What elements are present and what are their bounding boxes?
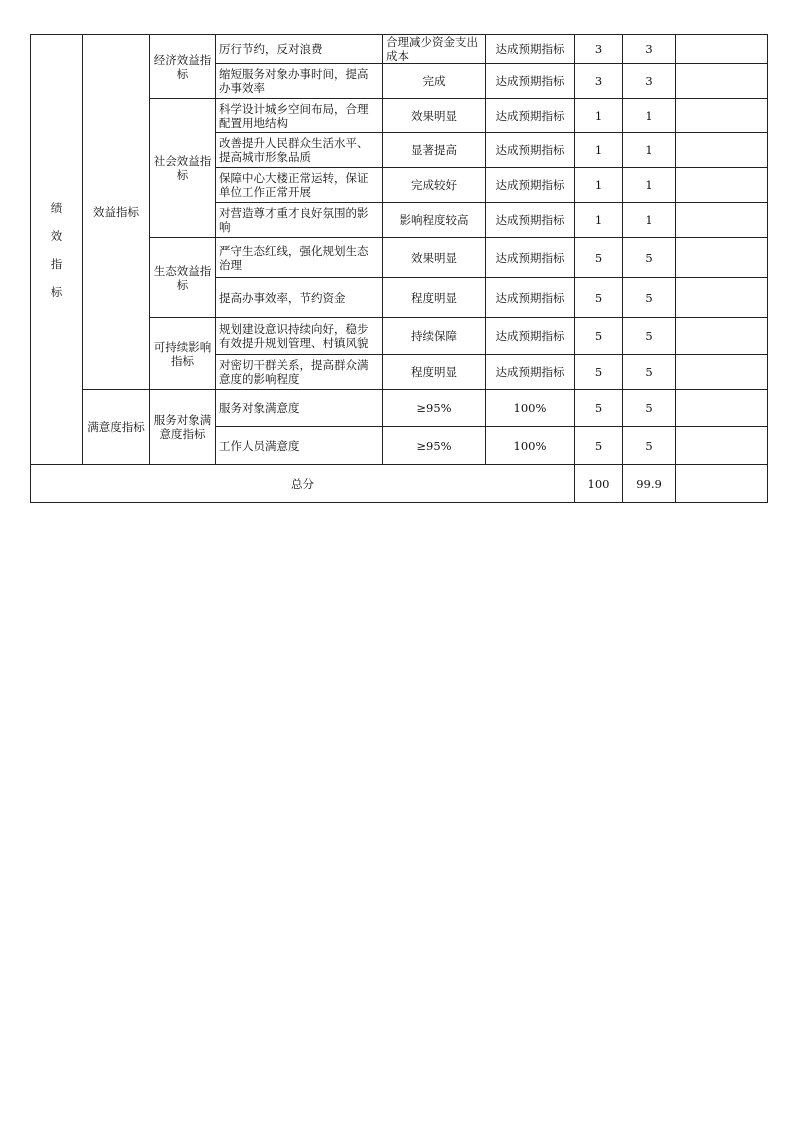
level2-cell: 满意度指标 [83, 390, 150, 465]
target-cell: 显著提高 [383, 133, 486, 168]
target-cell: 完成 [383, 64, 486, 99]
weight-cell: 5 [575, 238, 623, 278]
score-cell: 5 [623, 355, 676, 390]
weight-cell: 1 [575, 99, 623, 133]
actual-cell: 达成预期指标 [486, 278, 575, 318]
level1-char: 绩 [50, 200, 63, 215]
score-cell: 3 [623, 35, 676, 64]
weight-cell: 5 [575, 390, 623, 427]
note-cell [676, 35, 768, 64]
score-cell: 5 [623, 238, 676, 278]
target-cell: 完成较好 [383, 168, 486, 203]
indicator-cell: 科学设计城乡空间布局，合理配置用地结构 [216, 99, 383, 133]
weight-cell: 3 [575, 35, 623, 64]
score-cell: 1 [623, 99, 676, 133]
level3-cell: 经济效益指标 [150, 35, 216, 99]
note-cell [676, 99, 768, 133]
score-cell: 1 [623, 133, 676, 168]
weight-cell: 1 [575, 203, 623, 238]
actual-cell: 达成预期指标 [486, 64, 575, 99]
level3-cell: 生态效益指标 [150, 238, 216, 318]
score-cell: 5 [623, 427, 676, 465]
indicator-cell: 改善提升人民群众生活水平、提高城市形象品质 [216, 133, 383, 168]
target-cell: 效果明显 [383, 99, 486, 133]
note-cell [676, 390, 768, 427]
note-cell [676, 355, 768, 390]
actual-cell: 达成预期指标 [486, 99, 575, 133]
score-cell: 1 [623, 203, 676, 238]
note-cell [676, 133, 768, 168]
note-cell [676, 238, 768, 278]
level2-cell: 效益指标 [83, 35, 150, 390]
target-cell: 合理减少资金支出成本 [383, 35, 486, 64]
score-cell: 5 [623, 390, 676, 427]
level3-cell: 服务对象满意度指标 [150, 390, 216, 465]
target-cell: ≥95% [383, 390, 486, 427]
indicator-cell: 服务对象满意度 [216, 390, 383, 427]
note-cell [676, 427, 768, 465]
indicator-cell: 严守生态红线，强化规划生态治理 [216, 238, 383, 278]
table-row [31, 35, 768, 64]
note-cell [676, 203, 768, 238]
weight-cell: 5 [575, 427, 623, 465]
actual-cell: 达成预期指标 [486, 133, 575, 168]
level3-cell: 社会效益指标 [150, 99, 216, 238]
score-cell: 5 [623, 278, 676, 318]
total-row [31, 465, 768, 503]
target-cell: 程度明显 [383, 278, 486, 318]
performance-table [30, 34, 768, 503]
indicator-cell: 工作人员满意度 [216, 427, 383, 465]
table-row [31, 390, 768, 427]
target-cell: 效果明显 [383, 238, 486, 278]
indicator-cell: 对密切干群关系，提高群众满意度的影响程度 [216, 355, 383, 390]
target-cell: 影响程度较高 [383, 203, 486, 238]
total-weight: 100 [575, 465, 623, 503]
weight-cell: 1 [575, 133, 623, 168]
target-cell: 持续保障 [383, 318, 486, 355]
target-cell: 程度明显 [383, 355, 486, 390]
total-label: 总分 [31, 465, 575, 503]
weight-cell: 5 [575, 355, 623, 390]
note-cell [676, 318, 768, 355]
actual-cell: 100% [486, 427, 575, 465]
note-cell [676, 278, 768, 318]
score-cell: 5 [623, 318, 676, 355]
note-cell [676, 168, 768, 203]
weight-cell: 1 [575, 168, 623, 203]
total-score: 99.9 [623, 465, 676, 503]
level1-cell [31, 35, 83, 465]
note-cell [676, 64, 768, 99]
indicator-cell: 提高办事效率，节约资金 [216, 278, 383, 318]
weight-cell: 3 [575, 64, 623, 99]
actual-cell: 达成预期指标 [486, 355, 575, 390]
actual-cell: 达成预期指标 [486, 168, 575, 203]
level1-char: 效 [50, 228, 63, 243]
score-cell: 1 [623, 168, 676, 203]
actual-cell: 达成预期指标 [486, 238, 575, 278]
weight-cell: 5 [575, 278, 623, 318]
indicator-cell: 规划建设意识持续向好，稳步有效提升规划管理、村镇风貌 [216, 318, 383, 355]
actual-cell: 达成预期指标 [486, 203, 575, 238]
total-note [676, 465, 768, 503]
actual-cell: 达成预期指标 [486, 318, 575, 355]
score-cell: 3 [623, 64, 676, 99]
indicator-cell: 对营造尊才重才良好氛围的影响 [216, 203, 383, 238]
actual-cell: 达成预期指标 [486, 35, 575, 64]
target-cell: ≥95% [383, 427, 486, 465]
actual-cell: 100% [486, 390, 575, 427]
level3-cell: 可持续影响指标 [150, 318, 216, 390]
weight-cell: 5 [575, 318, 623, 355]
level1-char: 指 [50, 256, 63, 271]
indicator-cell: 保障中心大楼正常运转，保证单位工作正常开展 [216, 168, 383, 203]
indicator-cell: 厉行节约，反对浪费 [216, 35, 383, 64]
level1-char: 标 [50, 284, 63, 299]
indicator-cell: 缩短服务对象办事时间，提高办事效率 [216, 64, 383, 99]
